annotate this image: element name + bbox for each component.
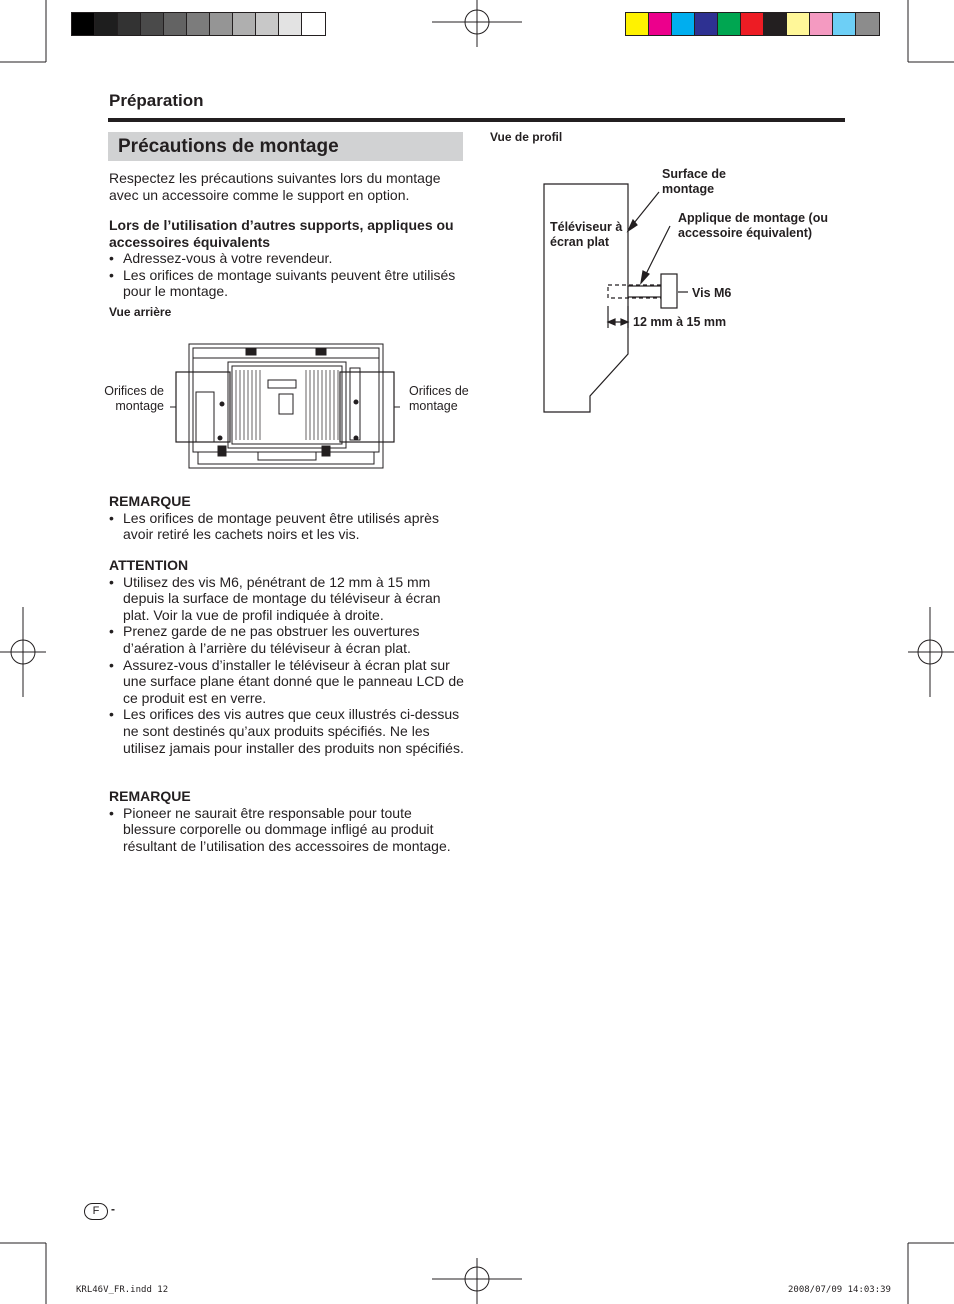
footer-filename: KRL46V_FR.indd 12 [76,1285,169,1295]
color-swatch [856,13,879,35]
list-item: • Pioneer ne saurait être responsable pour toute blessure corporelle ou dommage infligé au produit résultant de l’utilisation des accessoires de montage. [109,805,467,855]
list-item: • Les orifices des vis autres que ceux illustrés ci-dessus ne sont destinés qu’aux produits spécifiés. Ne les utilisez jamais pour installer des produits non spécifiés. [109,706,467,756]
list-item: • Assurez-vous d’installer le téléviseur à écran plat sur une surface plane étant donné que le panneau LCD de ce produit est en verre. [109,657,467,707]
remark-2-heading: REMARQUE [109,788,191,804]
attention-list [109,574,467,757]
other-supports-block [109,217,467,300]
color-swatch [672,13,695,35]
list-item: • Les orifices de montage suivants peuvent être utilisés pour le montage. [109,267,467,300]
remark-1-heading: REMARQUE [109,493,191,509]
page-title: Précautions de montage [118,136,339,157]
intro-paragraph [109,170,467,203]
list-item: • Les orifices de montage peuvent être utilisés après avoir retiré les cachets noirs et les vis. [109,510,467,543]
list-item: • Prenez garde de ne pas obstruer les ouvertures d’aération à l’arrière du téléviseur à écran plat. [109,623,467,656]
section-heading: Préparation [109,91,204,110]
color-swatch [718,13,741,35]
color-swatch [695,13,718,35]
intro-text: Respectez les précautions suivantes lors du montage avec un accessoire comme le support en option. [109,170,441,203]
gray-swatch [233,13,256,35]
color-swatch [787,13,810,35]
grayscale-calibration-bar [71,12,326,36]
list-item: • Utilisez des vis M6, pénétrant de 12 mm à 15 mm depuis la surface de montage du téléviseur à écran plat. Voir la vue de profil indiquée à droite. [109,574,467,624]
gray-swatch [164,13,187,35]
bracket-label: Applique de montage (ou accessoire équivalent) [678,211,828,240]
color-swatch [833,13,856,35]
rear-view-caption: Vue arrière [109,305,172,319]
title-bar [108,132,463,161]
color-swatch [649,13,672,35]
page-number-dash: - [111,1202,115,1216]
gray-swatch [210,13,233,35]
gray-swatch [95,13,118,35]
page-marker: F [84,1203,108,1220]
color-calibration-bar [625,12,880,36]
surface-label: Surface de montage [662,167,726,196]
section-rule [108,118,845,122]
profile-view-caption: Vue de profil [490,130,563,144]
gray-swatch [256,13,279,35]
color-swatch [741,13,764,35]
gray-swatch [118,13,141,35]
gray-swatch [302,13,325,35]
gray-swatch [72,13,95,35]
gray-swatch [141,13,164,35]
depth-label: 12 mm à 15 mm [633,315,727,329]
attention-heading: ATTENTION [109,557,189,573]
list-item: • Adressez-vous à votre revendeur. [109,250,467,267]
color-swatch [626,13,649,35]
remark-1-list [109,510,467,543]
color-swatch [810,13,833,35]
other-supports-list [109,250,467,300]
remark-2 [109,788,467,854]
gray-swatch [279,13,302,35]
footer-timestamp: 2008/07/09 14:03:39 [788,1285,891,1295]
rear-left-label: Orifices de montage [104,384,164,413]
remark-2-list [109,805,467,855]
rear-right-label: Orifices de montage [409,384,469,413]
tv-label: Téléviseur à écran plat [550,220,623,249]
screw-label: Vis M6 [692,286,732,300]
attention-block [109,557,467,756]
rear-view-diagram [170,340,400,472]
remark-1 [109,493,467,543]
color-swatch [764,13,787,35]
other-supports-heading: Lors de l’utilisation d’autres supports, appliques ou accessoires équivalents [109,217,454,250]
gray-swatch [187,13,210,35]
